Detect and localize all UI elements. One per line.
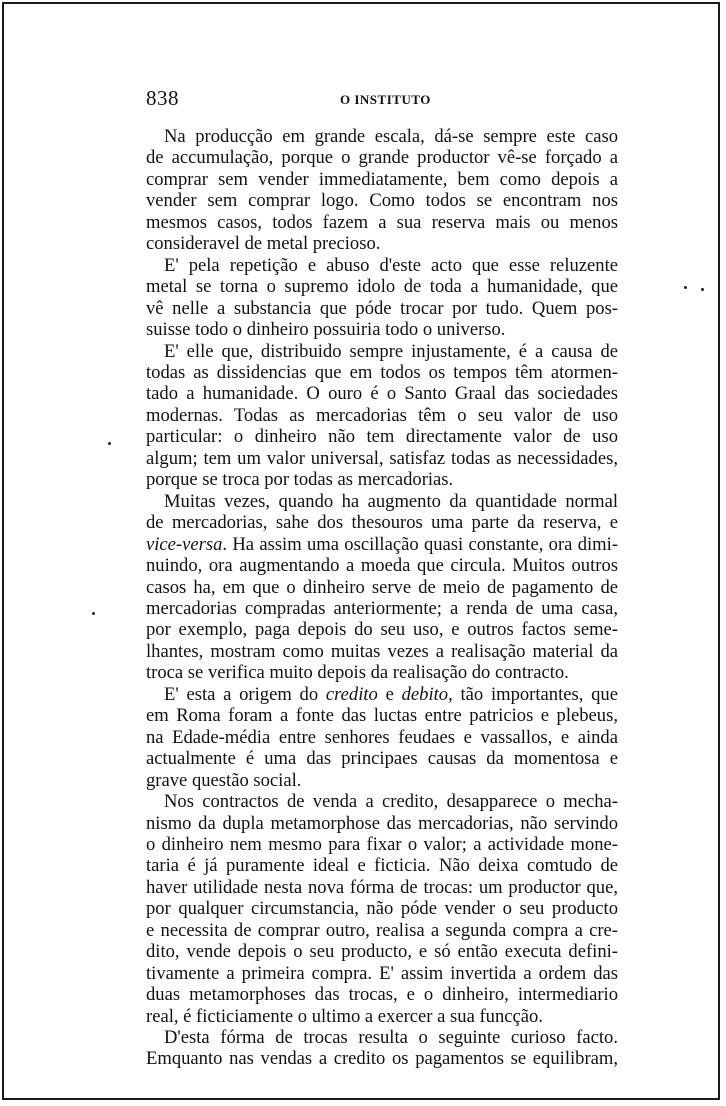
text-line: modernas. Todas as mercadorias têm o seu valor de uso — [146, 404, 618, 426]
text-line: tado a humanidade. O ouro é o Santo Graal das sociedades — [146, 383, 618, 405]
running-head: O INSTITUTO — [340, 92, 431, 107]
text-line: grave questão social. — [146, 769, 302, 791]
text-line: comprar sem vender immediatamente, bem como depois a — [146, 168, 618, 190]
text-line: o dinheiro nem mesmo para fixar o valor; a actividade mone- — [146, 833, 618, 855]
text-line: na Edade-média entre senhores feudaes e vassallos, e ainda — [146, 726, 618, 748]
text-line: por exemplo, paga depois do seu uso, e outros factos seme- — [146, 619, 618, 641]
paragraph — [146, 491, 618, 684]
text-line: suisse todo o dinheiro possuiria todo o universo. — [146, 319, 506, 341]
text-line: real, é ficticiamente o ultimo a exercer a sua funcção. — [146, 1005, 543, 1027]
text-line: por qualquer circumstancia, não póde vender o seu producto — [146, 898, 618, 920]
text-line: Emquanto nas vendas a credito os pagamentos se equilibram, — [146, 1048, 618, 1070]
text-line: nismo da dupla metamorphose das mercadorias, não servindo — [146, 812, 618, 834]
text-line: vender sem comprar logo. Como todos se encontram nos — [146, 190, 618, 212]
text-line: tivamente a primeira compra. E' assim invertida a ordem das — [146, 962, 618, 984]
paragraph — [146, 684, 618, 791]
text-line: e necessita de comprar outro, realisa a segunda compra a cre- — [146, 919, 618, 941]
text-line: vê nelle a substancia que póde trocar por tudo. Quem pos- — [146, 297, 618, 319]
print-mark — [701, 288, 704, 291]
body-text — [146, 126, 618, 1070]
text-line: haver utilidade nesta nova fórma de trocas: um productor que, — [146, 876, 618, 898]
text-line: de accumulação, porque o grande productor vê-se forçado a — [146, 147, 618, 169]
page-number: 838 — [146, 86, 179, 110]
page-header — [146, 86, 618, 116]
paragraph — [146, 341, 618, 491]
text-line: E' elle que, distribuido sempre injustamente, é a causa de — [164, 340, 618, 362]
text-line: D'esta fórma de trocas resulta o seguinte curioso facto. — [164, 1027, 618, 1049]
print-mark — [92, 612, 95, 615]
text-line: troca se verifica muito depois da realisação do contracto. — [146, 662, 569, 684]
print-mark — [684, 286, 687, 289]
text-line: metal se torna o supremo idolo de toda a humanidade, que — [146, 276, 618, 298]
text-line: casos ha, em que o dinheiro serve de meio de pagamento de — [146, 576, 618, 598]
paragraph — [146, 791, 618, 1027]
text-line: todas as dissidencias que em todos os tempos têm atormen- — [146, 361, 618, 383]
text-line: taria é já puramente ideal e ficticia. Não deixa comtudo de — [146, 855, 618, 877]
text-line: nuindo, ora augmentando a moeda que circula. Muitos outros — [146, 555, 618, 577]
text-line: Nos contractos de venda a credito, desapparece o mecha- — [164, 791, 618, 813]
text-line: de mercadorias, sahe dos thesouros uma parte da reserva, e — [146, 512, 618, 534]
text-line: particular: o dinheiro não tem directamente valor de uso — [146, 426, 618, 448]
paragraph — [146, 1027, 618, 1070]
text-line: mercadorias compradas anteriormente; a renda de uma casa, — [146, 597, 618, 619]
text-line: lhantes, mostram como muitas vezes a realisação material da — [146, 640, 618, 662]
paragraph — [146, 126, 618, 255]
paragraph — [146, 255, 618, 341]
text-line: E' esta a origem do credito e debito, tão importantes, que — [164, 683, 618, 705]
text-line: Muitas vezes, quando ha augmento da quantidade normal — [164, 490, 618, 512]
text-line: Na producção em grande escala, dá-se sempre este caso — [164, 126, 618, 147]
text-line: vice-versa. Ha assim uma oscillação quasi constante, ora dimi- — [146, 533, 618, 555]
print-mark — [108, 442, 111, 445]
text-line: actualmente é uma das principaes causas da momentosa e — [146, 748, 618, 770]
text-line: algum; tem um valor universal, satisfaz todas as necessidades, — [146, 447, 618, 469]
text-line: porque se troca por todas as mercadorias. — [146, 469, 454, 491]
text-line: E' pela repetição e abuso d'este acto que esse reluzente — [164, 254, 618, 276]
text-line: mesmos casos, todos fazem a sua reserva mais ou menos — [146, 211, 618, 233]
text-line: duas metamorphoses das trocas, e o dinheiro, intermediario — [146, 984, 618, 1006]
text-line: consideravel de metal precioso. — [146, 233, 381, 255]
text-line: dito, vende depois o seu producto, e só então executa defini- — [146, 941, 618, 963]
text-line: em Roma foram a fonte das luctas entre patricios e plebeus, — [146, 705, 618, 727]
